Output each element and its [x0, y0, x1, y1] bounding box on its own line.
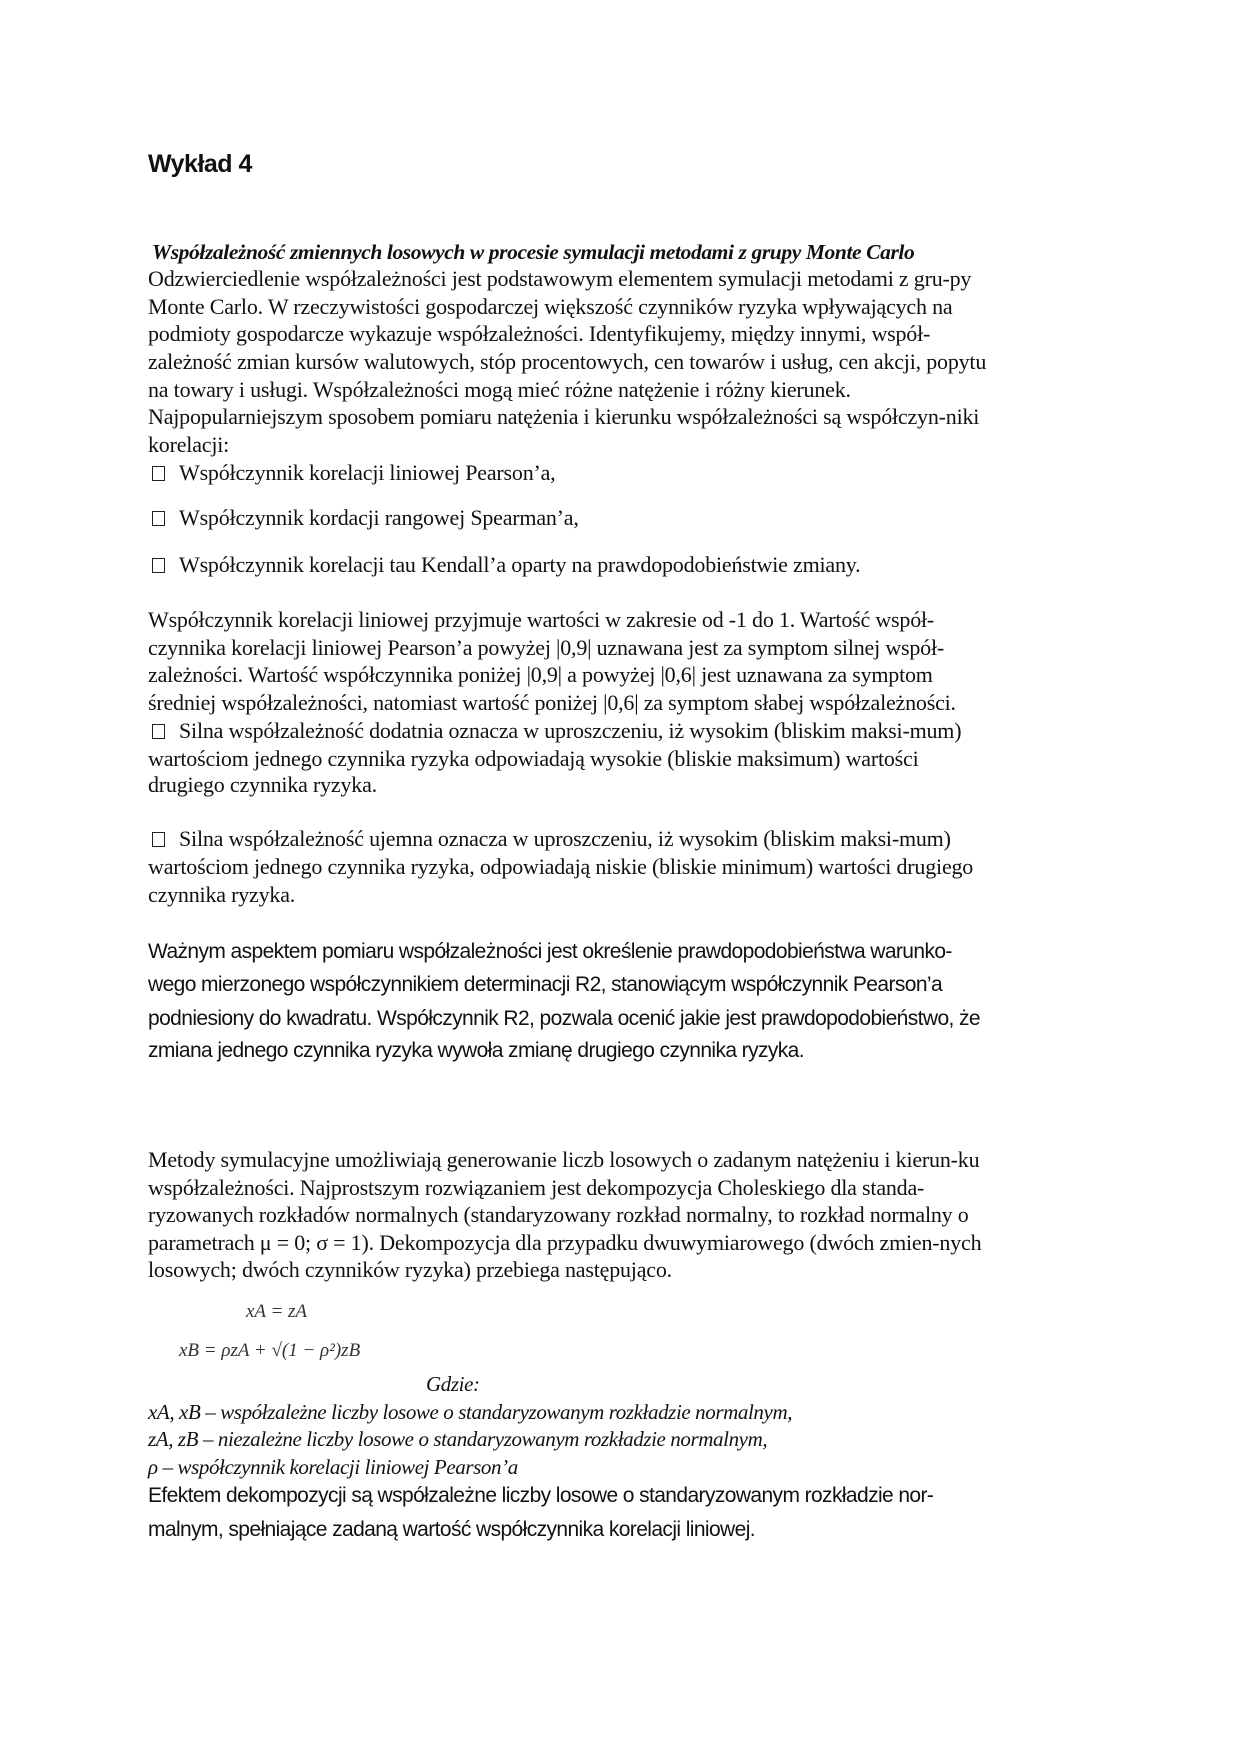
formula-line: xB = ρzA + √(1 − ρ²)zB — [179, 1340, 361, 1361]
text-line: ryzowanych rozkładów normalnych (standaryzowany rozkład normalny, to rozkład normalny o — [148, 1202, 969, 1227]
text-line: wego mierzonego współczynnikiem determinacji R2, stanowiącym współczynnik Pearson’a — [148, 973, 943, 996]
where-label: Gdzie: — [426, 1372, 480, 1396]
text-line: wartościom jednego czynnika ryzyka, odpowiadają niskie (bliskie minimum) wartości drugiego — [148, 854, 974, 879]
text-line: Efektem dekompozycji są współzależne liczby losowe o standaryzowanym rozkładzie nor- — [148, 1484, 934, 1507]
page-title: Wykład 4 — [148, 150, 252, 178]
text-line: korelacji: — [148, 432, 230, 457]
text-line — [148, 718, 961, 744]
text-line: na towary i usługi. Współzależności mogą mieć różne natężenie i różny kierunek. — [148, 377, 851, 402]
list-item-text: Współczynnik korelacji liniowej Pearson’a, — [179, 460, 556, 485]
text-line: malnym, spełniające zadaną wartość współczynnika korelacji liniowej. — [148, 1518, 755, 1541]
bullet-box-icon — [152, 832, 165, 847]
list-item-text: Współczynnik korelacji tau Kendall’a oparty na prawdopodobieństwie zmiany. — [179, 552, 861, 577]
list-item-text: Współczynnik kordacji rangowej Spearman’a, — [179, 505, 579, 530]
bullet-box-icon — [152, 511, 165, 526]
text-line: Monte Carlo. W rzeczywistości gospodarczej większość czynników ryzyka wpływających na — [148, 294, 953, 319]
text-line: Metody symulacyjne umożliwiają generowanie liczb losowych o zadanym natężeniu i kierun-ku — [148, 1147, 980, 1172]
bullet-box-icon — [152, 558, 165, 573]
formula-line: xA = zA — [246, 1301, 308, 1322]
definition-line: ρ – współczynnik korelacji liniowej Pearson’a — [148, 1455, 518, 1479]
text-line: Ważnym aspektem pomiaru współzależności jest określenie prawdopodobieństwa warunko- — [148, 940, 952, 963]
list-item-text: Silna współzależność dodatnia oznacza w uproszczeniu, iż wysokim (bliskim maksi-mum) — [179, 718, 962, 743]
text-line: parametrach μ = 0; σ = 1). Dekompozycja dla przypadku dwuwymiarowego (dwóch zmien-nych — [148, 1230, 982, 1255]
list-item — [148, 460, 555, 486]
text-line: zależność zmian kursów walutowych, stóp procentowych, cen towarów i usług, cen akcji, popytu — [148, 349, 987, 374]
definition-line: xA, xB – współzależne liczby losowe o standaryzowanym rozkładzie normalnym, — [148, 1400, 793, 1424]
bullet-box-icon — [152, 466, 165, 481]
list-item — [148, 505, 579, 531]
text-line: losowych; dwóch czynników ryzyka) przebiega następująco. — [148, 1257, 672, 1282]
text-line: Współczynnik korelacji liniowej przyjmuje wartości w zakresie od -1 do 1. Wartość współ- — [148, 607, 935, 632]
text-line: podmioty gospodarcze wykazuje współzależności. Identyfikujemy, między innymi, współ- — [148, 321, 931, 346]
text-line: drugiego czynnika ryzyka. — [148, 772, 377, 797]
definition-line: zA, zB – niezależne liczby losowe o standaryzowanym rozkładzie normalnym, — [148, 1427, 768, 1451]
text-line — [148, 826, 951, 852]
text-line: Odzwierciedlenie współzależności jest podstawowym elementem symulacji metodami z gru-py — [148, 266, 972, 291]
list-item — [148, 552, 860, 578]
text-line: współzależności. Najprostszym rozwiązaniem jest dekompozycja Choleskiego dla standa- — [148, 1175, 925, 1200]
text-line: zmiana jednego czynnika ryzyka wywoła zmianę drugiego czynnika ryzyka. — [148, 1039, 804, 1062]
text-line: czynnika korelacji liniowej Pearson’a powyżej |0,9| uznawana jest za symptom silnej współ- — [148, 635, 945, 660]
bullet-box-icon — [152, 724, 165, 739]
text-line: czynnika ryzyka. — [148, 882, 296, 907]
text-line: średniej współzależności, natomiast wartość poniżej |0,6| za symptom słabej współzależności. — [148, 690, 956, 715]
text-line: Najpopularniejszym sposobem pomiaru natężenia i kierunku współzależności są współczyn-niki — [148, 404, 980, 429]
section-heading: Współzależność zmiennych losowych w procesie symulacji metodami z grupy Monte Carlo — [152, 240, 915, 264]
text-line: wartościom jednego czynnika ryzyka odpowiadają wysokie (bliskie maksimum) wartości — [148, 746, 919, 771]
text-line: zależności. Wartość współczynnika poniżej |0,9| a powyżej |0,6| jest uznawana za symptom — [148, 662, 933, 687]
list-item-text: Silna współzależność ujemna oznacza w uproszczeniu, iż wysokim (bliskim maksi-mum) — [179, 826, 951, 851]
text-line: podniesiony do kwadratu. Współczynnik R2, pozwala ocenić jakie jest prawdopodobieństwo, że — [148, 1007, 980, 1030]
